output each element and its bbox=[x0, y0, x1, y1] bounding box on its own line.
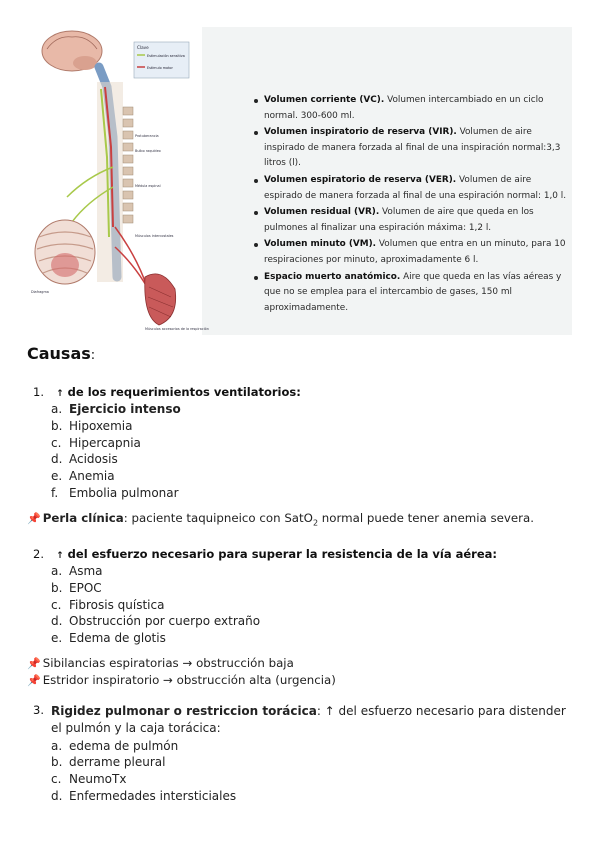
pushpin-icon: 📌 bbox=[27, 512, 41, 525]
list-item-text: Hipoxemia bbox=[69, 418, 133, 433]
definition-item bbox=[264, 237, 570, 268]
list-number: 3. bbox=[33, 703, 44, 717]
list-letter: b. bbox=[51, 580, 63, 595]
illus-label-bulbo: Bulbo raquídeo bbox=[135, 149, 161, 153]
cause-title-row bbox=[33, 543, 578, 562]
list-letter: c. bbox=[51, 435, 62, 450]
list-letter: a. bbox=[51, 402, 63, 416]
illus-key-title: Clave bbox=[137, 45, 149, 50]
pushpin-icon: 📌 bbox=[27, 674, 41, 687]
definition-desc: Volumen que entra en un minuto, para 10 respiraciones por minuto, aproximadamente 6 l. bbox=[264, 239, 566, 265]
list-number: 1. bbox=[33, 385, 44, 399]
definition-desc: Volumen de aire que queda en los pulmones al finalizar una espiración máxima: 1,2 l. bbox=[264, 207, 534, 233]
cause-section-3 bbox=[33, 703, 573, 805]
list-letter: c. bbox=[51, 772, 62, 787]
cause-sublist bbox=[33, 738, 573, 805]
list-item bbox=[51, 630, 578, 647]
illus-label-protuberancia: Protuberancia bbox=[135, 134, 159, 138]
list-item-text: derrame pleural bbox=[69, 755, 166, 770]
list-item bbox=[51, 418, 578, 435]
list-item bbox=[51, 468, 578, 485]
cause-title: del esfuerzo necesario para superar la resistencia de la vía aérea: bbox=[67, 547, 498, 561]
cause-section-2 bbox=[33, 543, 578, 647]
cause-title: de los requerimientos ventilatorios: bbox=[67, 385, 301, 399]
definition-term: Volumen minuto (VM). bbox=[264, 239, 377, 250]
cause-title-row bbox=[33, 381, 578, 400]
illus-label-musculos: Músculos accesorios de la respiración bbox=[145, 327, 209, 331]
list-item bbox=[51, 597, 578, 614]
stridor-note bbox=[27, 672, 336, 690]
definition-item bbox=[264, 173, 570, 204]
list-item-text: Hipercapnia bbox=[69, 435, 141, 450]
list-item-text: Obstrucción por cuerpo extraño bbox=[69, 614, 261, 629]
cause-sublist bbox=[33, 401, 578, 502]
list-letter: f. bbox=[51, 485, 59, 500]
list-item bbox=[51, 485, 578, 502]
respiratory-control-illustration bbox=[27, 27, 209, 335]
heading-text: Causas bbox=[27, 344, 91, 363]
list-item-text: Acidosis bbox=[69, 452, 118, 467]
list-item-text: EPOC bbox=[69, 580, 102, 595]
list-letter: b. bbox=[51, 418, 63, 433]
list-item bbox=[51, 563, 578, 580]
cause-section-1 bbox=[33, 381, 578, 502]
list-letter: d. bbox=[51, 788, 63, 803]
wheezing-note bbox=[27, 655, 294, 673]
illus-key-line1: Estimulación sensitiva bbox=[147, 54, 185, 58]
list-letter: a. bbox=[51, 738, 63, 753]
definition-term: Volumen inspiratorio de reserva (VIR). bbox=[264, 127, 457, 138]
definition-desc: Volumen de aire espirado de manera forzada al final de una espiración normal: 1,0 l. bbox=[264, 174, 567, 201]
pushpin-icon: 📌 bbox=[27, 657, 41, 670]
list-item bbox=[51, 738, 573, 755]
note-text: Sibilancias espiratorias → obstrucción baja bbox=[42, 656, 294, 670]
definition-desc: Volumen de aire inspirado de manera forzada al final de una inspiración normal:3,3 litros (l). bbox=[264, 127, 561, 169]
list-number: 2. bbox=[33, 547, 44, 561]
definition-term: Volumen corriente (VC). bbox=[264, 95, 385, 105]
list-letter: a. bbox=[51, 564, 63, 578]
cause-title: Rigidez pulmonar o restriccion torácica bbox=[51, 704, 317, 718]
arrow-up-icon: ↑ bbox=[56, 389, 64, 399]
note-subscript: 2 bbox=[312, 518, 319, 528]
list-item bbox=[51, 613, 578, 630]
cause-sublist bbox=[33, 563, 578, 647]
list-item bbox=[51, 788, 573, 805]
definition-item bbox=[264, 93, 570, 124]
respiratory-figure bbox=[27, 27, 572, 335]
cause-title-row bbox=[33, 703, 573, 737]
lung-volumes-list bbox=[252, 93, 570, 317]
list-letter: b. bbox=[51, 755, 63, 770]
list-item bbox=[51, 435, 578, 452]
definition-term: Volumen espiratorio de reserva (VER). bbox=[264, 174, 457, 185]
list-item-text: Fibrosis quística bbox=[69, 597, 165, 612]
list-letter: c. bbox=[51, 597, 62, 612]
list-item-text: Enfermedades intersticiales bbox=[69, 788, 237, 803]
list-item-text: Edema de glotis bbox=[69, 631, 166, 646]
section-heading bbox=[27, 344, 95, 363]
list-item-text: edema de pulmón bbox=[69, 738, 179, 753]
illus-key-line2: Estímulo motor bbox=[147, 66, 173, 70]
list-item-text: Anemia bbox=[69, 469, 115, 484]
list-item-text: Asma bbox=[69, 564, 103, 578]
list-item-text: NeumoTx bbox=[69, 772, 127, 787]
illus-label-diafragma: Diafragma bbox=[31, 290, 49, 294]
heading-colon: : bbox=[90, 348, 96, 363]
definition-item bbox=[264, 270, 570, 317]
list-letter: d. bbox=[51, 452, 63, 467]
list-item bbox=[51, 401, 578, 418]
list-item-text: Ejercicio intenso bbox=[69, 402, 181, 416]
arrow-up-icon: ↑ bbox=[56, 551, 64, 561]
list-item bbox=[51, 771, 573, 788]
definition-term: Espacio muerto anatómico. bbox=[264, 271, 401, 282]
list-item-text: Embolia pulmonar bbox=[69, 485, 179, 500]
cause-title-rest: : ↑ del esfuerzo necesario para distender el pulmón y la caja torácica: bbox=[51, 704, 566, 735]
list-item bbox=[51, 451, 578, 468]
definition-item bbox=[264, 205, 570, 236]
list-item bbox=[51, 580, 578, 597]
definition-item bbox=[264, 125, 570, 172]
note-bold: Perla clínica bbox=[42, 511, 124, 525]
list-item bbox=[51, 754, 573, 771]
note-text-pre: : paciente taquipneico con SatO bbox=[123, 511, 313, 525]
list-letter: e. bbox=[51, 631, 63, 646]
note-text: Estridor inspiratorio → obstrucción alta (urgencia) bbox=[42, 673, 336, 687]
clinical-pearl-note bbox=[27, 510, 534, 532]
definition-desc: Aire que queda en las vías aéreas y que no se emplea para el intercambio de gases, 150 ml aproximadamente. bbox=[264, 271, 562, 313]
list-letter: d. bbox=[51, 614, 63, 629]
list-letter: e. bbox=[51, 469, 63, 484]
note-text-post: normal puede tener anemia severa. bbox=[318, 511, 535, 525]
definition-term: Volumen residual (VR). bbox=[264, 207, 380, 218]
illus-label-medula: Médula espinal bbox=[135, 184, 161, 188]
illus-label-intercostales: Músculos intercostales bbox=[135, 234, 174, 238]
definition-desc: Volumen intercambiado en un ciclo normal. 300-600 ml. bbox=[264, 95, 544, 121]
